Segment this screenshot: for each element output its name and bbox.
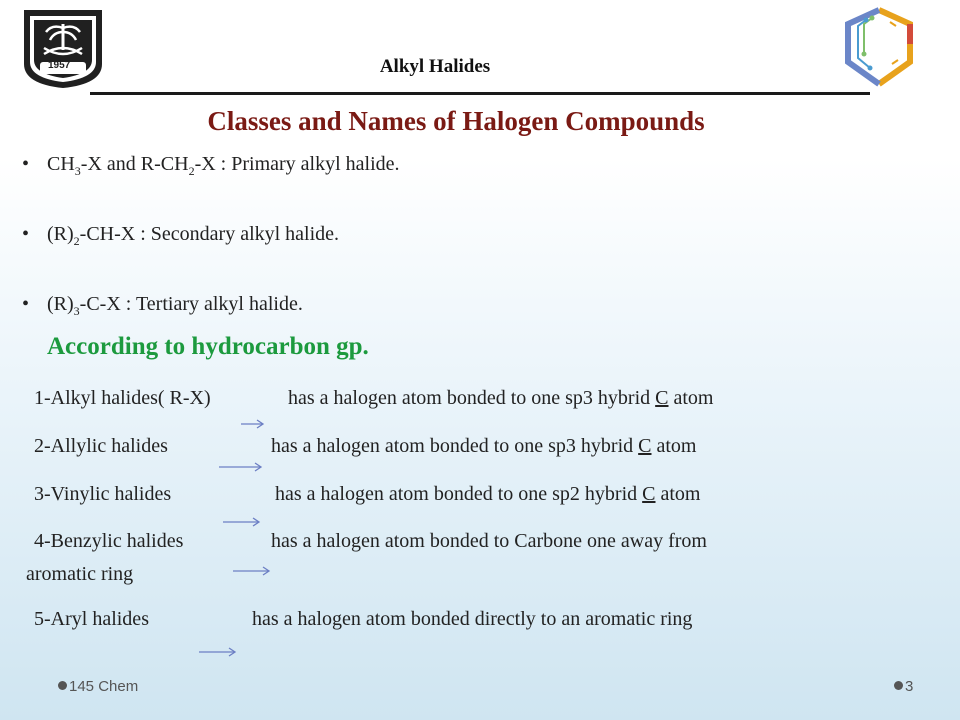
formula-part: (R) (47, 293, 74, 315)
item-description (288, 387, 714, 410)
item-desc-suffix: atom (668, 387, 714, 409)
footer-page-label: 3 (905, 678, 914, 695)
item-desc-carbon: C (642, 483, 656, 505)
bullet-text (47, 153, 400, 179)
bullet-formula (47, 153, 216, 178)
item-desc-suffix: atom (655, 483, 701, 505)
item-desc-suffix: atom (651, 435, 697, 457)
bullet-formula (47, 293, 121, 318)
item-name: 3-Vinylic halides (34, 483, 172, 505)
arrow-icon (240, 418, 266, 430)
item-desc-carbon: C (655, 387, 669, 409)
footer-course (58, 678, 138, 695)
item-continuation: aromatic ring (26, 563, 134, 585)
item-desc-text: has a halogen atom bonded to one sp3 hybrid (288, 387, 656, 409)
bullet-description: : Tertiary alkyl halide. (120, 293, 303, 315)
footer-dot-icon (894, 681, 903, 690)
formula-part: -C-X (79, 293, 121, 315)
formula-part: -CH-X (79, 223, 136, 245)
item-name: 5-Aryl halides (34, 608, 149, 630)
formula-subscript: 2 (73, 234, 80, 248)
arrow-icon (218, 461, 264, 473)
bullet-dot-icon: • (22, 223, 30, 245)
header-title: Alkyl Halides (379, 56, 491, 77)
bullet-text (47, 223, 339, 249)
header-divider (90, 92, 870, 95)
item-desc-carbon: C (638, 435, 652, 457)
emblem-year: 1957 (48, 60, 71, 71)
formula-subscript: 3 (74, 164, 81, 178)
subheading: According to hydrocarbon gp. (47, 333, 369, 360)
formula-part: -X and R-CH (80, 153, 189, 175)
bullet-formula (47, 223, 136, 248)
item-description (271, 435, 697, 458)
bullet-text (47, 293, 303, 319)
bullet-description: : Primary alkyl halide. (215, 153, 400, 175)
item-name: 1-Alkyl halides( R-X) (34, 387, 211, 409)
item-description (275, 483, 701, 506)
item-description: has a halogen atom bonded to Carbone one away from (271, 530, 707, 552)
arrow-icon (232, 565, 272, 577)
formula-part: (R) (47, 223, 74, 245)
footer-course-label: 145 Chem (69, 678, 139, 695)
slide-heading: Classes and Names of Halogen Compounds (207, 106, 705, 136)
arrow-icon (222, 516, 262, 528)
bullet-dot-icon: • (22, 293, 30, 315)
item-desc-text: has a halogen atom bonded to one sp2 hybrid (275, 483, 643, 505)
item-desc-text: has a halogen atom bonded to one sp3 hybrid (271, 435, 639, 457)
arrow-icon (198, 646, 238, 658)
item-name: 4-Benzylic halides (34, 530, 184, 552)
formula-part: -X (194, 153, 216, 175)
item-name: 2-Allylic halides (34, 435, 168, 457)
formula-subscript: 2 (188, 164, 195, 178)
item-description: has a halogen atom bonded directly to an aromatic ring (252, 608, 693, 630)
formula-subscript: 3 (73, 304, 80, 318)
bullet-dot-icon: • (22, 153, 30, 175)
bullet-description: : Secondary alkyl halide. (135, 223, 340, 245)
footer-page-number (894, 678, 913, 695)
footer-dot-icon (58, 681, 67, 690)
formula-part: CH (47, 153, 75, 175)
